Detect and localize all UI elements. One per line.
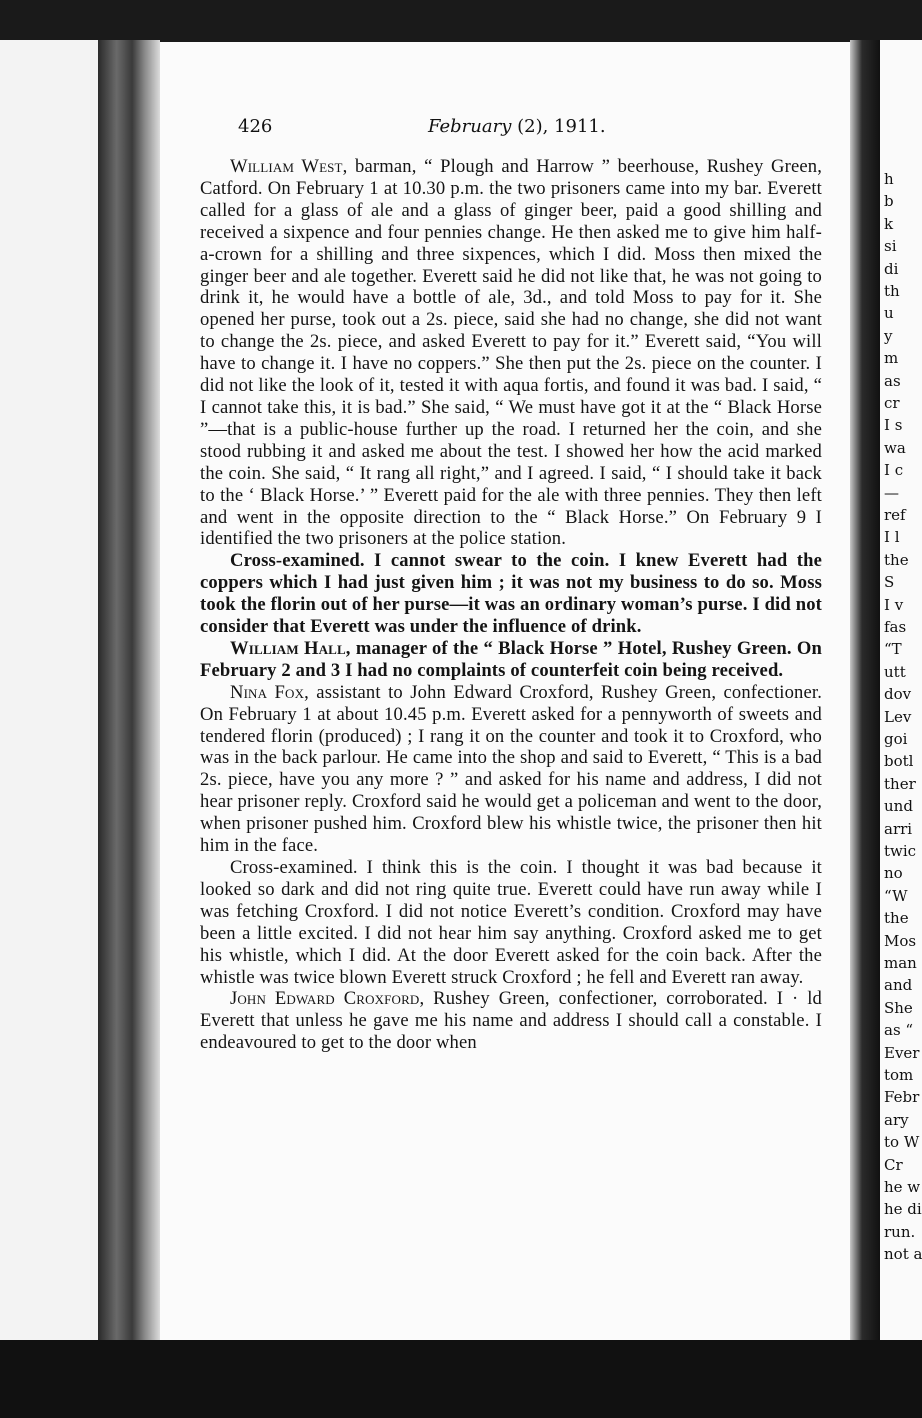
book-spine-edge	[98, 40, 160, 1360]
facing-page-word-fragment: cr	[884, 394, 900, 412]
facing-page-word-fragment: Ever	[884, 1043, 920, 1062]
facing-page-word-fragment: I l	[884, 528, 900, 547]
facing-page-word-fragment: si	[884, 237, 897, 256]
scan-left-margin	[0, 40, 105, 1350]
page-body	[200, 156, 822, 1054]
facing-page-word-fragment: not a	[884, 1245, 922, 1264]
paragraph-text: Cross-examined. I think this is the coin. I thought it was bad because it looked so dark and did not ring quite true. Everett could have run away while I was fetching Croxford. I did not notice Everett’s condition. Croxford may have been a little excited. I did not hear him say anything. Croxford asked me to get his whistle, which I did. At the door Everett asked for the coin back. After the whistle was twice blown Everett struck Croxford ; he fell and Everett ran away.	[200, 857, 822, 988]
testimony-croxford	[200, 988, 822, 1054]
cross-examination-west	[200, 550, 822, 638]
facing-page-word-fragment: run.	[884, 1222, 916, 1241]
facing-page-fragment	[880, 40, 922, 1360]
running-head-date: (2), 1911.	[511, 116, 606, 137]
book-gutter	[850, 40, 880, 1360]
facing-page-word-fragment: utt	[884, 662, 906, 681]
facing-page-word-fragment: und	[884, 797, 913, 816]
facing-page-word-fragment: k	[884, 214, 894, 233]
facing-page-word-fragment: arri	[884, 819, 913, 838]
facing-page-word-fragment: Cr	[884, 1155, 903, 1174]
facing-page-word-fragment: m	[884, 349, 899, 368]
facing-page-word-fragment: ref	[884, 506, 906, 524]
facing-page-word-fragment: di	[884, 259, 899, 278]
facing-page-word-fragment: “T	[884, 640, 902, 659]
facing-page-word-fragment: S	[884, 573, 895, 592]
page-header	[238, 116, 798, 142]
facing-page-word-fragment: botl	[884, 752, 914, 771]
facing-page-word-fragment: Mos	[884, 931, 917, 950]
testimony-west	[200, 156, 822, 550]
facing-page-word-fragment: I v	[884, 595, 904, 614]
facing-page-word-fragment: ther	[884, 774, 916, 793]
facing-page-word-fragment: goi	[884, 730, 908, 748]
facing-page-word-fragment: h	[884, 170, 894, 188]
facing-page-word-fragment: Febr	[884, 1088, 920, 1107]
facing-page-word-fragment: and	[884, 976, 913, 995]
witness-name: William Hall	[230, 637, 346, 659]
facing-page-word-fragment: —	[884, 483, 899, 502]
cross-examination-fox	[200, 857, 822, 988]
facing-page-word-fragment: the	[884, 909, 909, 928]
facing-page-word-fragment: u	[884, 304, 894, 323]
running-head	[428, 116, 606, 137]
paragraph-text: , Rushey Green, confectioner, corroborated. I · ld Everett that unless he gave me his name and address I should call a constable. I endeavoured to get to the door when	[200, 988, 822, 1054]
facing-page-word-fragment: “W	[884, 886, 908, 905]
witness-name: Nina Fox	[230, 681, 305, 703]
facing-page-word-fragment: the	[884, 550, 909, 569]
scan-background-bottom	[0, 1340, 922, 1418]
facing-page-word-fragment: She	[884, 998, 913, 1017]
facing-page-word-fragment: th	[884, 282, 900, 300]
witness-name: John Edward Croxford	[230, 988, 420, 1010]
testimony-fox	[200, 682, 822, 857]
facing-page-word-fragment: no	[884, 864, 903, 883]
facing-page-word-fragment: he di	[884, 1200, 922, 1219]
facing-page-word-fragment: twic	[884, 842, 917, 860]
facing-page-word-fragment: Lev	[884, 707, 912, 726]
running-head-month: February	[428, 116, 512, 137]
facing-page-word-fragment: y	[884, 326, 893, 345]
paragraph-text: , assistant to John Edward Croxford, Rushey Green, confectioner. On February 1 at about 10.45 p.m. Everett asked for a pennyworth of sweets and tendered florin (produced) ; I rang it on the counter and took it to Croxford, who was in the back parlour. He came into the shop and said to Everett, “ This is a bad 2s. piece, have you any more ? ” and asked for his name and address, I did not hear prisoner reply. Croxford said he would get a policeman and went to the door, when prisoner pushed him. Croxford blew his whistle twice, the prisoner then hit him in the face.	[200, 681, 823, 857]
facing-page-word-fragment: as	[884, 371, 901, 390]
facing-page-word-fragment: to W	[884, 1133, 920, 1152]
facing-page-word-fragment: as “	[884, 1021, 914, 1040]
testimony-hall	[200, 638, 822, 682]
facing-page-word-fragment: wa	[884, 438, 906, 457]
page-number: 426	[238, 116, 273, 137]
facing-page-word-fragment: b	[884, 192, 894, 211]
facing-page-word-fragment: he w	[884, 1178, 921, 1196]
paragraph-text: , manager of the “ Black Horse ” Hotel, Rushey Green. On February 2 and 3 I had no complaints of counterfeit coin being received.	[200, 637, 823, 681]
facing-page-word-fragment: tom	[884, 1066, 914, 1084]
facing-page-word-fragment: dov	[884, 685, 912, 704]
facing-page-word-fragment: ary	[884, 1110, 909, 1129]
facing-page-word-fragment: I c	[884, 461, 904, 480]
facing-page-word-fragment: fas	[884, 618, 907, 636]
facing-page-word-fragment: man	[884, 954, 917, 972]
facing-page-word-fragment: I s	[884, 416, 903, 435]
witness-name: William West	[230, 156, 343, 177]
paragraph-text: , barman, “ Plough and Harrow ” beerhouse, Rushey Green, Catford. On February 1 at 10.30 p.m. the two prisoners came into my bar. Everett called for a glass of ale and a glass of ginger beer, paid a good shilling and received a sixpence and four pennies change. He then asked me to give him half-a-crown for a shilling and three sixpences, which I did. Moss then mixed the ginger beer and ale together. Everett said he did not like that, he was not going to drink it, he would have a bottle of ale, 3d., and told Moss to pay for it. She opened her purse, took out a 2s. piece, said she had no change, she did not want to change the 2s. piece, and asked Everett to pay for it.” Everett said, “You will have to change it. I have no coppers.” She then put the 2s. piece on the counter. I did not like the look of it, tested it with aqua fortis, and found it was bad. I said, “ I cannot take this, it is bad.” She said, “ We must have got it at the “ Black Horse ”—that is a public-house further up the road. I returned her the coin, and she stood rubbing it and asked me about the test. I showed her how the acid marked the coin. She said, “ It rang all right,” and I agreed. I said, “ I should take it back to the ‘ Black Horse.’ ” Everett paid for the ale with three pennies. They then left and went in the opposite direction to the “ Black Horse.” On February 9 I identified the two prisoners at the police station.	[200, 156, 823, 550]
paragraph-text: Cross-examined. I cannot swear to the coin. I knew Everett had the coppers which I had just given him ; it was not my business to do so. Moss took the florin out of her purse—it was an ordinary woman’s purse. I did not consider that Everett was under the influence of drink.	[200, 550, 822, 638]
